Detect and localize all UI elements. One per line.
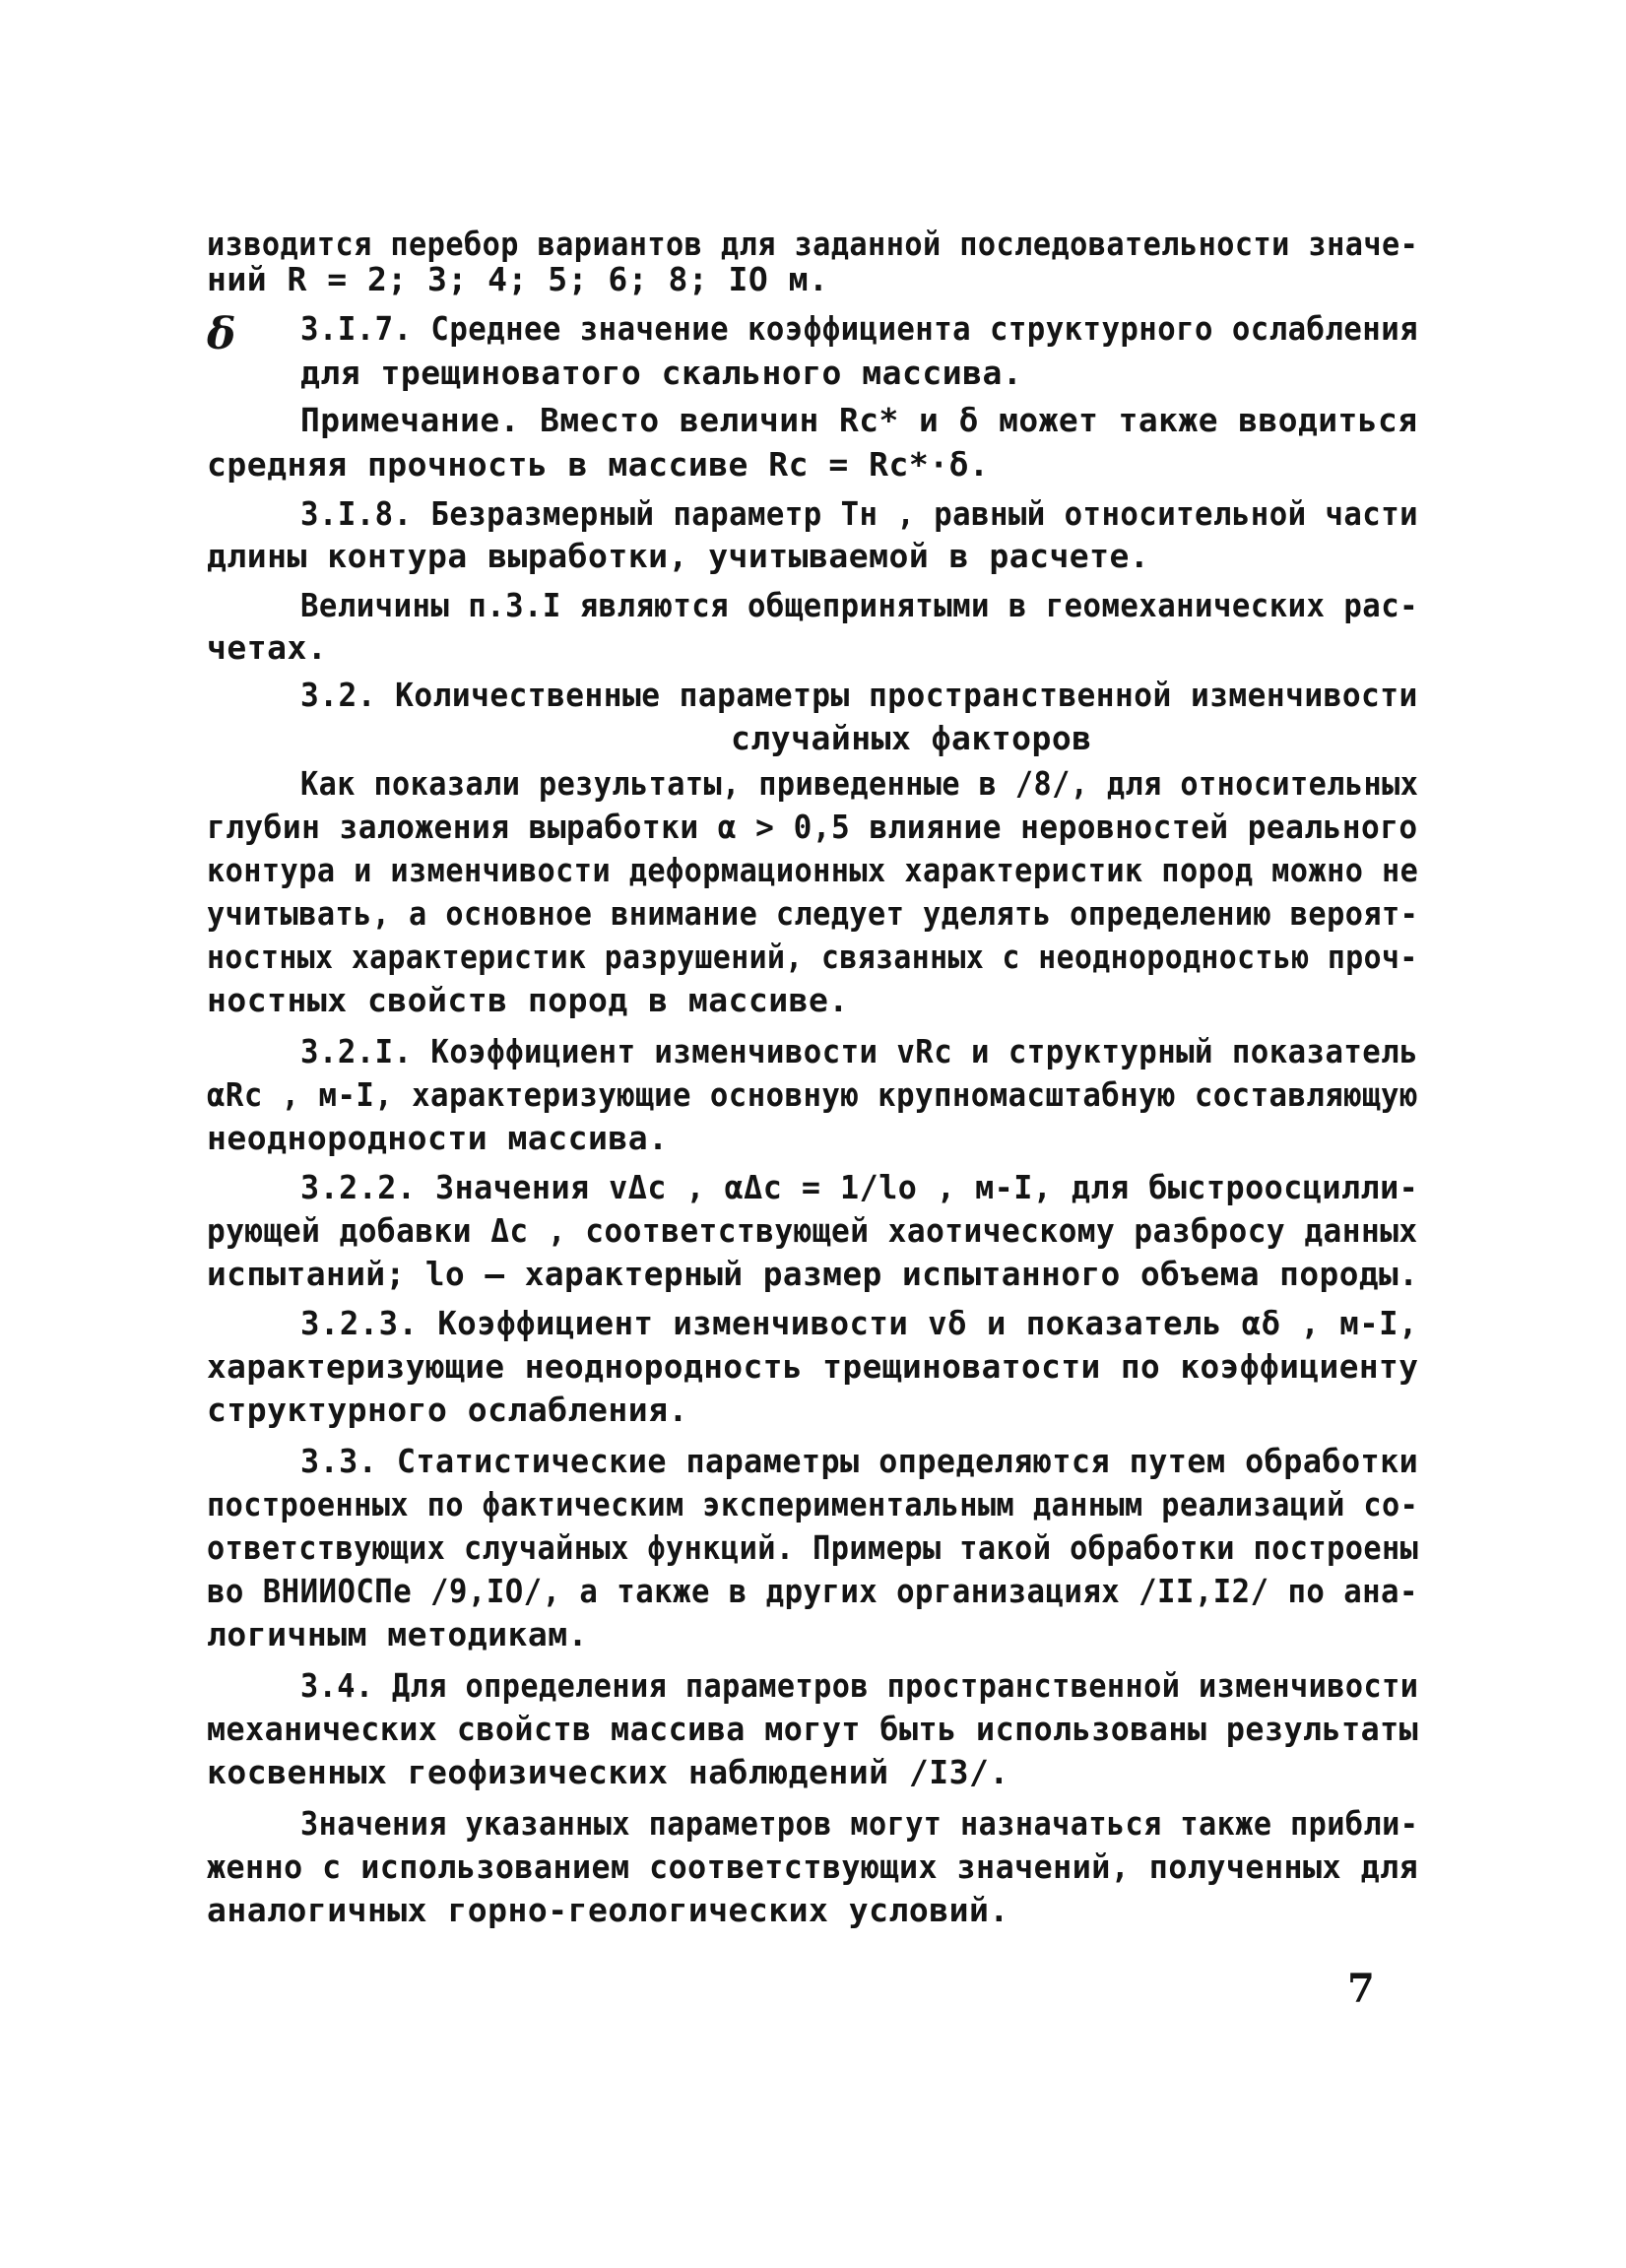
text-line: женно с использованием соответствующих значений, полученных для: [207, 1847, 1419, 1886]
text-line: четах.: [207, 628, 328, 667]
text-line: Значения указанных параметров могут назначаться также прибли-: [300, 1804, 1419, 1843]
text-line: Как показали результаты, приведенные в /8/, для относительных: [300, 764, 1419, 803]
text-line: рующей добавки Δc , соответствующей хаотическому разбросу данных: [207, 1211, 1418, 1250]
text-line: 3.2.I. Коэффициент изменчивости vRc и структурный показатель: [300, 1032, 1419, 1070]
section-heading: случайных факторов: [731, 719, 1092, 757]
page-number: 7: [1347, 1966, 1375, 2012]
text-line: неоднородности массива.: [207, 1119, 669, 1157]
text-line: изводится перебор вариантов для заданной последовательности значе-: [207, 225, 1419, 263]
section-heading: 3.2. Количественные параметры пространственной изменчивости: [300, 676, 1418, 714]
text-line: построенных по фактическим экспериментальным данным реализаций со-: [207, 1485, 1419, 1523]
text-line: аналогичных горно-геологических условий.: [207, 1891, 1009, 1929]
text-line: αRc , м-I, характеризующие основную крупномасштабную составляющую: [207, 1075, 1418, 1114]
text-line: ностных свойств пород в массиве.: [207, 981, 849, 1019]
text-line: контура и изменчивости деформационных характеристик пород можно не: [207, 851, 1419, 889]
note-line: Примечание. Вместо величин Rc* и δ может также вводиться: [300, 401, 1418, 439]
text-line: во ВНИИОСПе /9,IO/, а также в других организациях /II,I2/ по ана-: [207, 1572, 1418, 1610]
text-line: логичным методикам.: [207, 1615, 588, 1653]
text-line: средняя прочность в массиве Rc = Rc*·δ.: [207, 445, 990, 484]
text-line: 3.2.3. Коэффициент изменчивости vδ и показатель αδ , м-I,: [300, 1304, 1418, 1342]
text-line: учитывать, а основное внимание следует уделять определению вероят-: [207, 894, 1419, 933]
text-line: ний R = 2; 3; 4; 5; 6; 8; IO м.: [207, 260, 829, 298]
text-line: ответствующих случайных функций. Примеры такой обработки построены: [207, 1528, 1419, 1567]
text-line: 3.4. Для определения параметров пространственной изменчивости: [300, 1666, 1419, 1705]
text-line: 3.3. Статистические параметры определяются путем обработки: [300, 1442, 1419, 1480]
text-line: 3.I.7. Среднее значение коэффициента структурного ослабления: [300, 309, 1419, 348]
text-line: 3.I.8. Безразмерный параметр Tн , равный относительной части: [300, 494, 1419, 533]
text-line: косвенных геофизических наблюдений /I3/.: [207, 1753, 1009, 1791]
text-line: структурного ослабления.: [207, 1391, 688, 1429]
text-line: характеризующие неоднородность трещиноватости по коэффициенту: [207, 1347, 1419, 1386]
delta-margin-symbol: δ: [207, 309, 236, 359]
text-line: длины контура выработки, учитываемой в расчете.: [207, 537, 1150, 575]
text-line: Величины п.3.I являются общепринятыми в геомеханических рас-: [300, 586, 1419, 624]
text-line: глубин заложения выработки α > 0,5 влияние неровностей реального: [207, 808, 1418, 846]
text-line: ностных характеристик разрушений, связанных с неоднородностью проч-: [207, 938, 1418, 976]
text-line: испытаний; lo – характерный размер испытанного объема породы.: [207, 1255, 1419, 1293]
text-line: для трещиноватого скального массива.: [300, 354, 1023, 392]
text-line: 3.2.2. Значения vΔc , αΔc = 1/lo , м-I, для быстроосцилли-: [300, 1168, 1419, 1206]
text-line: механических свойств массива могут быть использованы результаты: [207, 1710, 1419, 1748]
